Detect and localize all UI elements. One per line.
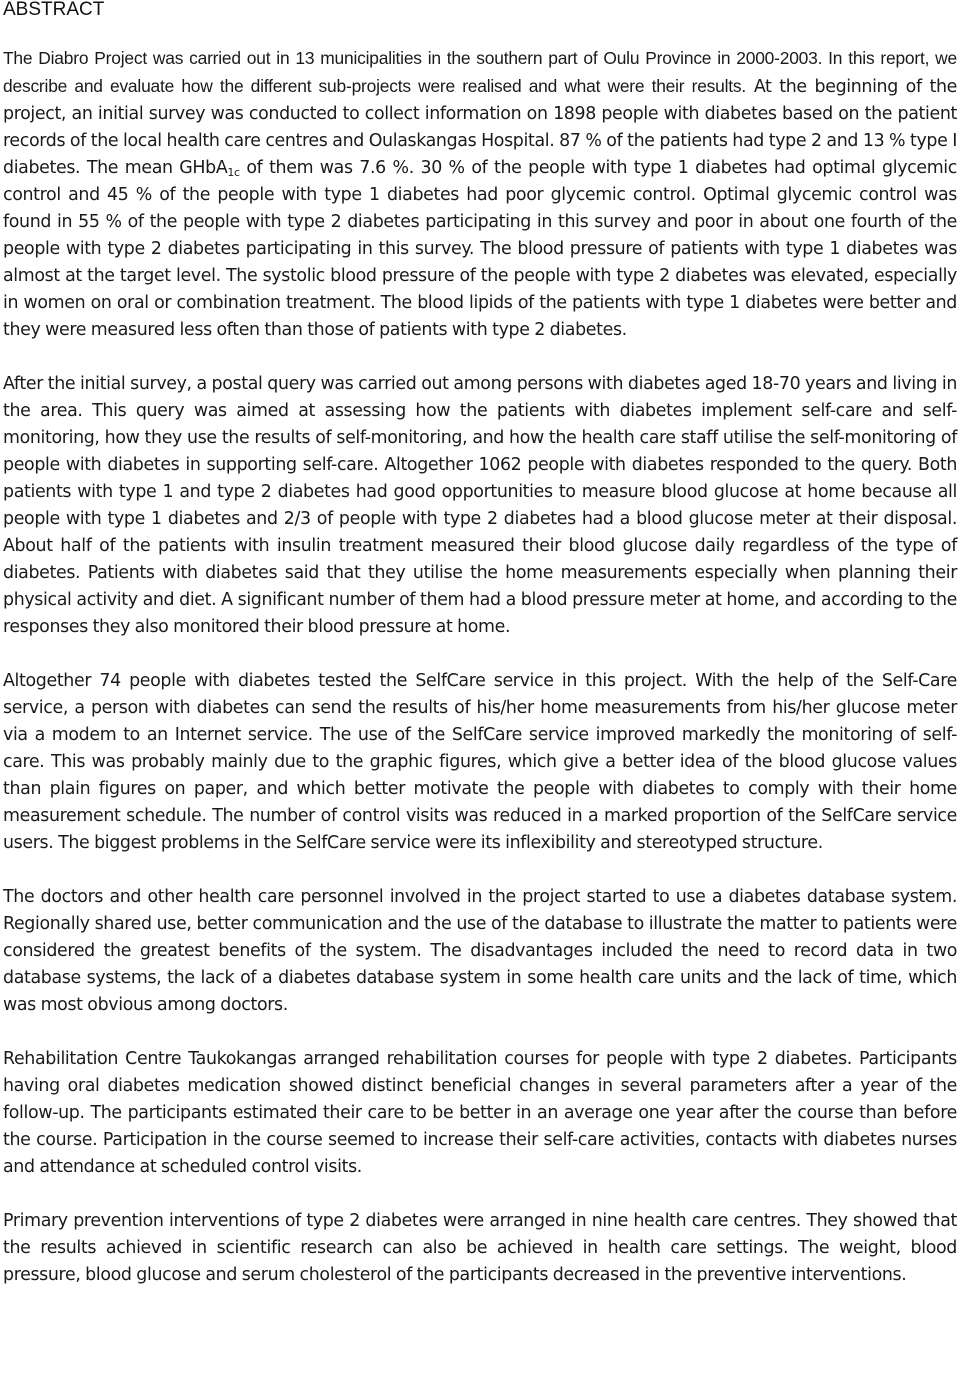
paragraph-survey-results: of them was 7.6 %. 30 % of the people with type 1 diabetes had optimal glycemic control and 45 % of the people with type 1 diabetes had poor glycemic control. Optimal glycemic control was found in 55 % of the people with type 2 diabetes participating in this survey and poor in about one fourth of the people with type 2 diabetes participating in this survey. The blood pressure of patients with type 1 diabetes was almost at the target level. The systolic blood pressure of the people with type 2 diabetes was elevated, especially in women on oral or combination treatment. The blood lipids of the patients with type 1 diabetes were better and they were measured less often than those of patients with type 2 diabetes. [3, 158, 957, 340]
paragraph-intro-sentences: The Diabro Project was carried out in 13 municipalities in the southern part of Oulu Province in 2000-2003. In this report, we describe and evaluate how the different sub-projects were realised and what were their results. [3, 48, 957, 96]
document-page [3, 0, 957, 1289]
paragraph-survey-text: At the beginning of the project, an initial survey was conducted to collect information on 1898 people with diabetes based on the patient records of the local health care centres and Oulaskangas Hospital. 87 % of the patients had type 2 and 13 % type I diabetes. The mean GHbA [3, 77, 957, 178]
paragraph-postal-query: After the initial survey, a postal query was carried out among persons with diabetes aged 18-70 years and living in the area. This query was aimed at assessing how the patients with diabetes implement self-care and self-monitoring, how they use the results of self-monitoring, and how the health care staff utilise the self-monitoring of people with diabetes in supporting self-care. Altogether 1062 people with diabetes responded to the query. Both patients with type 1 and type 2 diabetes had good opportunities to measure blood glucose at home because all people with type 1 diabetes and 2/3 of people with type 2 diabetes had a blood glucose meter at their disposal. About half of the patients with insulin treatment measured their blood glucose daily regardless of the type of diabetes. Patients with diabetes said that they utilise the home measurements especially when planning their physical activity and diet. A significant number of them had a blood pressure meter at home, and according to the responses they also monitored their blood pressure at home. [3, 374, 957, 637]
paragraph-rehabilitation: Rehabilitation Centre Taukokangas arranged rehabilitation courses for people with type 2 diabetes. Participants having oral diabetes medication showed distinct beneficial changes in several parameters after a year of the follow-up. The participants estimated their care to be better in an average one year after the course than before the course. Participation in the course seemed to increase their self-care activities, contacts with diabetes nurses and attendance at scheduled control visits. [3, 1049, 957, 1177]
paragraph-primary-prevention: Primary prevention interventions of type 2 diabetes were arranged in nine health care centres. They showed that the results achieved in scientific research can also be achieved in health care settings. The weight, blood pressure, blood glucose and serum cholesterol of the participants decreased in the preventive interventions. [3, 1211, 957, 1285]
paragraph-selfcare-service: Altogether 74 people with diabetes tested the SelfCare service in this project. With the help of the Self-Care service, a person with diabetes can send the results of his/her home measurements from his/her glucose meter via a modem to an Internet service. The use of the SelfCare service improved markedly the monitoring of self-care. This was probably mainly due to the graphic figures, which give a better idea of the blood glucose values than plain figures on paper, and which better motivate the people with diabetes to comply with their home measurement schedule. The number of control visits was reduced in a marked proportion of the SelfCare service users. The biggest problems in the SelfCare service were its inflexibility and stereotyped structure. [3, 671, 957, 853]
paragraph-database-system: The doctors and other health care personnel involved in the project started to use a diabetes database system. Regionally shared use, better communication and the use of the database to illustrate the matter to patients were considered the greatest benefits of the system. The disadvantages included the need to record data in two database systems, the lack of a diabetes database system in some health care units and the lack of time, which was most obvious among doctors. [3, 887, 957, 1015]
paragraph-project-overview [3, 45, 957, 344]
ghba-subscript: 1c [227, 166, 240, 179]
abstract-heading: ABSTRACT [3, 0, 105, 20]
